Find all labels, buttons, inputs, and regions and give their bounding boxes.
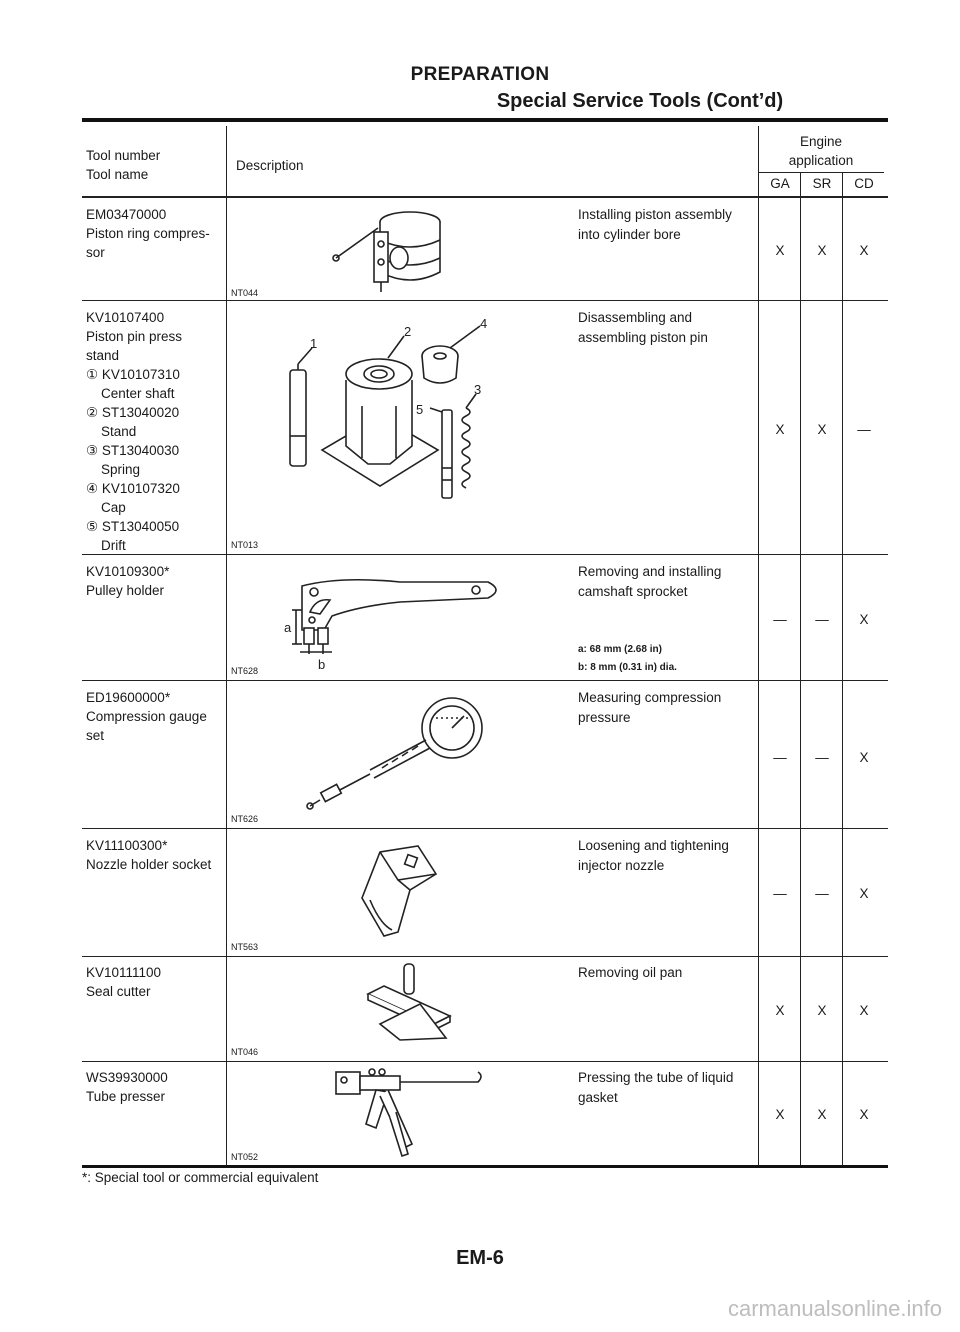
application-mark: X — [859, 243, 869, 258]
svg-text:1: 1 — [310, 336, 318, 351]
tool-name: stand — [86, 348, 120, 363]
header-tool-number: Tool number — [86, 148, 161, 163]
tool-description: Removing oil pan — [578, 965, 683, 980]
application-mark: — — [815, 750, 829, 765]
header-engine: Engine — [799, 134, 843, 149]
application-mark: X — [859, 612, 869, 627]
column-divider — [842, 172, 843, 1165]
application-mark: — — [815, 886, 829, 901]
seal-cutter-illustration — [360, 960, 460, 1044]
application-mark: X — [859, 886, 869, 901]
tool-name: Piston ring compres- — [86, 226, 210, 241]
tool-name: set — [86, 728, 105, 743]
tool-name: Compression gauge — [86, 709, 207, 724]
application-mark: — — [773, 750, 787, 765]
application-mark: X — [817, 422, 827, 437]
application-mark: X — [859, 750, 869, 765]
nozzle-holder-socket-illustration — [340, 840, 450, 944]
application-mark: — — [857, 422, 871, 437]
dimension-note: a: 68 mm (2.68 in) — [578, 644, 662, 655]
svg-text:4: 4 — [480, 316, 488, 331]
application-mark: X — [817, 1107, 827, 1122]
tool-name: Nozzle holder socket — [86, 857, 212, 872]
illustration-code: NT052 — [231, 1152, 259, 1162]
row-divider — [82, 828, 888, 829]
sub-tool: Drift — [86, 538, 126, 553]
page-title: PREPARATION — [410, 64, 550, 85]
piston-pin-press-stand-illustration — [280, 318, 500, 508]
illustration-code: NT046 — [231, 1047, 259, 1057]
svg-text:3: 3 — [474, 382, 482, 397]
column-divider — [758, 126, 759, 1165]
header-description: Description — [236, 158, 304, 173]
header-engine-sr: SR — [812, 176, 832, 191]
header-bottom-rule — [82, 196, 888, 198]
sub-tool: Center shaft — [86, 386, 175, 401]
sub-tool: ① KV10107310 — [86, 367, 180, 382]
tool-name: Pulley holder — [86, 583, 165, 598]
illustration-code: NT013 — [231, 540, 259, 550]
application-mark: X — [817, 243, 827, 258]
svg-text:a: a — [284, 620, 292, 635]
sub-tool: ② ST13040020 — [86, 405, 180, 420]
tool-description: Measuring compression pressure — [578, 690, 722, 725]
tool-number: KV10109300* — [86, 564, 170, 579]
tube-presser-illustration — [330, 1064, 490, 1164]
sub-tool: ⑤ ST13040050 — [86, 519, 180, 534]
svg-text:2: 2 — [404, 324, 412, 339]
footnote: *: Special tool or commercial equivalent — [82, 1170, 319, 1185]
piston-ring-compressor-illustration — [326, 200, 456, 295]
sub-tool: Spring — [86, 462, 141, 477]
tool-description: Disassembling and assembling piston pin — [578, 310, 708, 345]
tool-description: Installing piston assembly into cylinder bore — [578, 207, 732, 242]
engine-header-rule — [758, 172, 884, 173]
tool-name: Seal cutter — [86, 984, 151, 999]
illustration-code: NT044 — [231, 288, 259, 298]
tool-number: KV10111100 — [86, 965, 162, 980]
application-mark: X — [775, 1003, 785, 1018]
tool-number: KV10107400 — [86, 310, 165, 325]
compression-gauge-set-illustration — [300, 694, 500, 818]
pulley-holder-illustration — [280, 572, 520, 672]
application-mark: X — [817, 1003, 827, 1018]
tool-number: KV11100300* — [86, 838, 168, 853]
application-mark: — — [773, 886, 787, 901]
row-divider — [82, 680, 888, 681]
tool-description: Pressing the tube of liquid gasket — [578, 1070, 734, 1105]
illustration-code: NT563 — [231, 942, 259, 952]
svg-text:5: 5 — [416, 402, 424, 417]
application-mark: — — [815, 612, 829, 627]
application-mark: X — [859, 1107, 869, 1122]
row-divider — [82, 554, 888, 555]
tool-number: EM03470000 — [86, 207, 167, 222]
page-subtitle: Special Service Tools (Cont’d) — [496, 90, 784, 112]
header-engine-ga: GA — [770, 176, 790, 191]
tool-name: sor — [86, 245, 105, 260]
row-divider — [82, 956, 888, 957]
page-number: EM-6 — [456, 1247, 504, 1269]
svg-text:b: b — [318, 657, 326, 672]
tool-description: Removing and installing camshaft sprocket — [578, 564, 722, 599]
sub-tool: Cap — [86, 500, 126, 515]
application-mark: X — [775, 1107, 785, 1122]
column-divider — [226, 126, 227, 1165]
column-divider — [800, 172, 801, 1165]
sub-tool: ④ KV10107320 — [86, 481, 180, 496]
application-mark: X — [775, 243, 785, 258]
table-bottom-rule — [82, 1165, 888, 1168]
application-mark: — — [773, 612, 787, 627]
sub-tool: Stand — [86, 424, 137, 439]
header-application: application — [788, 153, 854, 168]
header-engine-cd: CD — [854, 176, 874, 191]
tool-name: Piston pin press — [86, 329, 183, 344]
application-mark: X — [859, 1003, 869, 1018]
header-rule — [82, 118, 888, 122]
tool-name: Tube presser — [86, 1089, 166, 1104]
illustration-code: NT628 — [231, 666, 259, 676]
tool-number: WS39930000 — [86, 1070, 168, 1085]
tool-description: Loosening and tightening injector nozzle — [578, 838, 729, 873]
watermark: carmanualsonline.info — [727, 1296, 942, 1321]
header-tool-name: Tool name — [86, 167, 149, 182]
tool-number: ED19600000* — [86, 690, 171, 705]
row-divider — [82, 300, 888, 301]
illustration-code: NT626 — [231, 814, 259, 824]
application-mark: X — [775, 422, 785, 437]
row-divider — [82, 1061, 888, 1062]
sub-tool: ③ ST13040030 — [86, 443, 180, 458]
dimension-note: b: 8 mm (0.31 in) dia. — [578, 662, 677, 673]
